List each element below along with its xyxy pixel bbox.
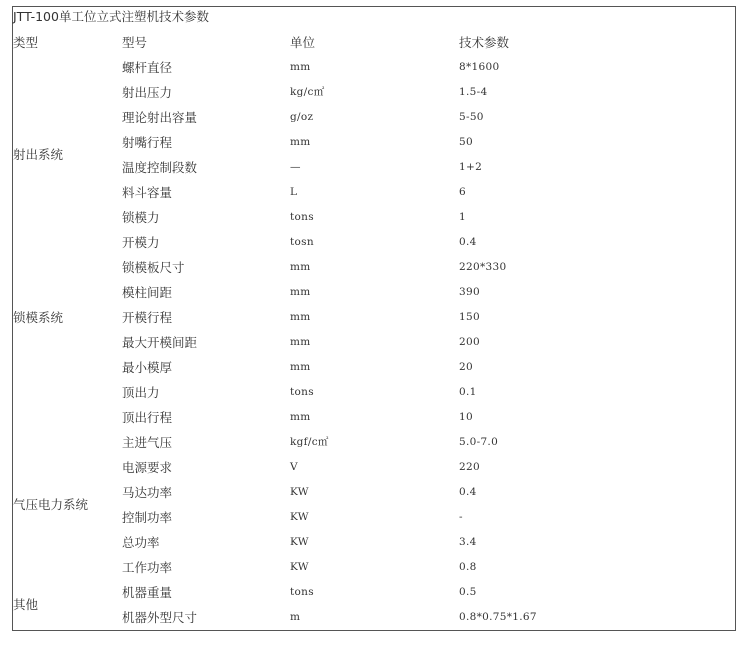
cell-model: 机器外型尺寸 <box>122 610 198 625</box>
cell-param: 0.4 <box>459 236 477 248</box>
cell-unit: kgf/c㎡ <box>290 436 329 448</box>
cell-param: 5-50 <box>459 111 484 123</box>
cell-param: 1+2 <box>459 161 483 173</box>
cell-unit: tosn <box>290 236 314 248</box>
cell-model: 料斗容量 <box>122 185 173 200</box>
table-row <box>13 380 735 405</box>
cell-unit: tons <box>290 211 314 223</box>
cell-unit: kg/c㎡ <box>290 86 325 98</box>
cell-model: 温度控制段数 <box>122 160 198 175</box>
cell-model: 射出压力 <box>122 85 173 100</box>
cell-model: 锁模力 <box>122 210 160 225</box>
cell-param: 0.4 <box>459 486 477 498</box>
cell-unit: mm <box>290 136 311 148</box>
cell-param: 50 <box>459 136 473 148</box>
header-unit: 单位 <box>290 35 316 50</box>
cell-param: 20 <box>459 361 473 373</box>
table-row <box>13 230 735 255</box>
group-pneumatic-electric-system: 气压电力系统 <box>13 497 89 512</box>
cell-param: 5.0-7.0 <box>459 436 499 448</box>
cell-unit: tons <box>290 386 314 398</box>
cell-model: 工作功率 <box>122 560 173 575</box>
table-row <box>13 205 735 230</box>
cell-model: 开模行程 <box>122 310 173 325</box>
table-row <box>13 580 735 605</box>
table-row <box>13 355 735 380</box>
cell-model: 锁模板尺寸 <box>122 260 185 275</box>
cell-param: 1.5-4 <box>459 86 488 98</box>
cell-param: 8*1600 <box>459 61 500 73</box>
cell-model: 总功率 <box>122 535 160 550</box>
cell-unit: tons <box>290 586 314 598</box>
header-param: 技术参数 <box>459 35 510 50</box>
group-clamping-system: 锁模系统 <box>13 310 64 325</box>
cell-unit: KW <box>290 536 309 548</box>
cell-unit: m <box>290 611 301 623</box>
cell-unit: g/oz <box>290 111 314 123</box>
table-row <box>13 155 735 180</box>
cell-unit: L <box>290 186 298 198</box>
cell-model: 模柱间距 <box>122 285 173 300</box>
cell-model: 射嘴行程 <box>122 135 173 150</box>
group-injection-system: 射出系统 <box>13 147 64 162</box>
table-row <box>13 180 735 205</box>
table-row <box>13 280 735 305</box>
cell-unit: mm <box>290 261 311 273</box>
cell-model: 最大开模间距 <box>122 335 198 350</box>
cell-unit: KW <box>290 486 309 498</box>
cell-param: 0.1 <box>459 386 477 398</box>
cell-unit: — <box>290 161 301 173</box>
table-row <box>13 605 735 630</box>
table-row <box>13 305 735 330</box>
cell-param: 0.5 <box>459 586 477 598</box>
table-row <box>13 130 735 155</box>
cell-model: 理论射出容量 <box>122 110 198 125</box>
table-row <box>13 55 735 80</box>
spec-table <box>12 6 736 631</box>
cell-param: 0.8*0.75*1.67 <box>459 611 537 623</box>
table-row <box>13 430 735 455</box>
table-row <box>13 455 735 480</box>
cell-param: 200 <box>459 336 480 348</box>
cell-unit: mm <box>290 61 311 73</box>
cell-param: 220 <box>459 461 480 473</box>
cell-param: 1 <box>459 211 466 223</box>
cell-param: 150 <box>459 311 480 323</box>
cell-unit: V <box>290 461 298 473</box>
table-row <box>13 105 735 130</box>
cell-unit: mm <box>290 336 311 348</box>
table-row <box>13 555 735 580</box>
table-row <box>13 405 735 430</box>
group-other: 其他 <box>13 597 39 612</box>
cell-model: 机器重量 <box>122 585 173 600</box>
cell-model: 顶出行程 <box>122 410 173 425</box>
cell-param: 390 <box>459 286 480 298</box>
cell-model: 开模力 <box>122 235 160 250</box>
cell-model: 主进气压 <box>122 435 173 450</box>
cell-model: 马达功率 <box>122 485 173 500</box>
table-header-row <box>13 30 735 55</box>
cell-unit: KW <box>290 511 309 523</box>
table-caption: JTT-100单工位立式注塑机技术参数 <box>13 9 209 24</box>
cell-unit: KW <box>290 561 309 573</box>
table-row <box>13 255 735 280</box>
cell-model: 最小模厚 <box>122 360 173 375</box>
cell-param: 10 <box>459 411 473 423</box>
cell-param: 3.4 <box>459 536 477 548</box>
cell-param: 220*330 <box>459 261 507 273</box>
cell-unit: mm <box>290 311 311 323</box>
cell-param: 0.8 <box>459 561 477 573</box>
header-category: 类型 <box>13 35 39 50</box>
cell-model: 螺杆直径 <box>122 60 173 75</box>
table-row <box>13 80 735 105</box>
cell-unit: mm <box>290 286 311 298</box>
header-model: 型号 <box>122 35 148 50</box>
table-row <box>13 530 735 555</box>
cell-param: - <box>459 511 463 523</box>
cell-model: 控制功率 <box>122 510 173 525</box>
cell-param: 6 <box>459 186 466 198</box>
table-row <box>13 505 735 530</box>
cell-model: 电源要求 <box>122 460 173 475</box>
cell-unit: mm <box>290 361 311 373</box>
table-row <box>13 480 735 505</box>
cell-unit: mm <box>290 411 311 423</box>
table-row <box>13 330 735 355</box>
cell-model: 顶出力 <box>122 385 160 400</box>
